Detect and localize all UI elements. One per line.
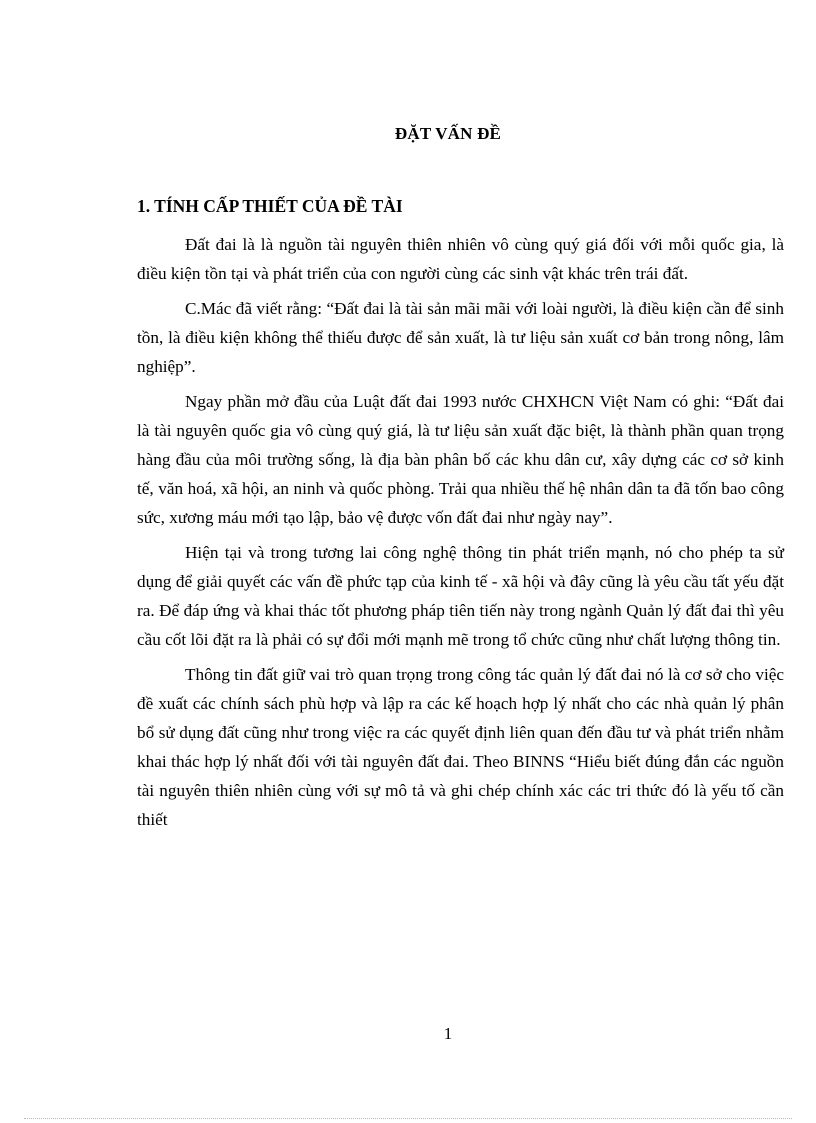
section-heading: 1. TÍNH CẤP THIẾT CỦA ĐỀ TÀI (137, 196, 403, 216)
document-body (137, 230, 784, 840)
paragraph: C.Mác đã viết rằng: “Đất đai là tài sản mãi mãi với loài người, là điều kiện cần để sinh tồn, là điều kiện không thể thiếu được để sản xuất, là tư liệu sản xuất cơ bản trong nông, lâm nghiệp”. (137, 299, 784, 376)
document-title: ĐẶT VẤN ĐỀ (394, 124, 502, 143)
page-bottom-divider (24, 1118, 792, 1119)
paragraph: Hiện tại và trong tương lai công nghệ thông tin phát triển mạnh, nó cho phép ta sử dụng để giải quyết các vấn đề phức tạp của kinh tế - xã hội và đây cũng là yêu cầu tất yếu đặt ra. Để đáp ứng và khai thác tốt phương pháp tiên tiến này trong ngành Quản lý đất đai thì yêu cầu cốt lõi đặt ra là phải có sự đổi mới mạnh mẽ trong tổ chức cũng như chất lượng thông tin. (137, 543, 784, 649)
paragraph: Ngay phần mở đầu của Luật đất đai 1993 nước CHXHCN Việt Nam có ghi: “Đất đai là tài nguyên quốc gia vô cùng quý giá, là tư liệu sản xuất đặc biệt, là thành phần quan trọng hàng đầu của môi trường sống, là địa bàn phân bố các khu dân cư, xây dựng các cơ sở kinh tế, văn hoá, xã hội, an ninh và quốc phòng. Trải qua nhiều thế hệ nhân dân ta đã tốn bao công sức, xương máu mới tạo lập, bảo vệ được vốn đất đai như ngày nay”. (137, 392, 784, 527)
paragraph: Đất đai là là nguồn tài nguyên thiên nhiên vô cùng quý giá đối với mỗi quốc gia, là điều kiện tồn tại và phát triển của con người cùng các sinh vật khác trên trái đất. (137, 235, 784, 283)
paragraph: Thông tin đất giữ vai trò quan trọng trong công tác quản lý đất đai nó là cơ sở cho việc đề xuất các chính sách phù hợp và lập ra các kế hoạch hợp lý nhất cho các nhà quản lý phân bổ sử dụng đất cũng như trong việc ra các quyết định liên quan đến đầu tư và phát triển nhằm khai thác hợp lý nhất đối với tài nguyên đất đai. Theo BINNS “Hiểu biết đúng đắn các nguồn tài nguyên thiên nhiên cùng với sự mô tả và ghi chép chính xác các tri thức đó là yếu tố cần thiết (137, 665, 784, 829)
page-number: 1 (443, 1024, 453, 1043)
